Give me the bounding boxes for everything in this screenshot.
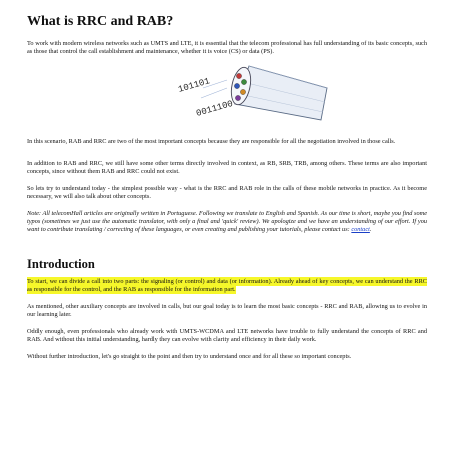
highlight-text: To start, we can divide a call into two parts: the signaling (or control) and data (or information). Already ahead of key concepts, we can understand the RRC as responsible for the control, and the RAB as responsible for the information part. — [27, 278, 427, 293]
intro-paragraph: To work with modern wireless networks such as UMTS and LTE, it is essential that the telecom professional has full understanding of its basic concepts, such as those that control the call establishment and maintenance, whether it is voice (CS) or data (PS). — [27, 40, 427, 55]
fiber-cable-icon — [131, 58, 331, 138]
introduction-heading: Introduction — [27, 257, 95, 271]
understand-paragraph: So lets try to understand today - the simplest possible way - what is the RRC and RAB role in the calls of these mobile networks in practice. As it become necessary, we will also talk about other concepts. — [27, 185, 427, 200]
without-paragraph: Without further introduction, let's go straight to the point and then try to understand once and for all these so important concepts. — [27, 353, 352, 360]
binary-text-bottom: 0011100 — [195, 98, 235, 119]
scenario-paragraph: In this scenario, RAB and RRC are two of the most important concepts because they are responsible for all the negotiation involved in those calls. — [27, 138, 396, 145]
oddly-paragraph: Oddly enough, even professionals who already work with UMTS-WCDMA and LTE networks have trouble to fully understand the concepts of RRC and RAB. And without this initial understanding, hardly they can evolve with clarity and efficiency in their daily work. — [27, 328, 427, 343]
note-end: . — [369, 226, 372, 233]
note-text: Note: All telecomHall articles are originally written in Portuguese. Following we translate to English and Spanish. As our time is short, maybe you find some typos (sometimes we just use the automatic translator, with only a final and 'quick' review). We apologize and we have an understanding of our effort. If you want to contribute translating / correcting of these languages, or even creating and publishing your tutorials, please contact us: — [27, 210, 427, 233]
terms-paragraph: In addition to RAB and RRC, we still have some other terms directly involved in context, as RB, SRB, TRB, among others. These terms are also important concepts, since without them RAB and RRC could not exist. — [27, 160, 427, 175]
document-content — [27, 14, 427, 361]
note-paragraph — [27, 210, 427, 234]
fiber-cable-illustration — [27, 56, 427, 138]
mentioned-paragraph: As mentioned, other auxiliary concepts are involved in calls, but our goal today is to learn the most basic concepts - RRC and RAB, allowing us to evolve in our learning later. — [27, 303, 427, 318]
binary-text-top: 101101 — [177, 76, 211, 95]
contact-link[interactable]: contact — [351, 226, 370, 233]
highlighted-paragraph — [27, 278, 427, 294]
page-title: What is RRC and RAB? — [27, 14, 174, 29]
